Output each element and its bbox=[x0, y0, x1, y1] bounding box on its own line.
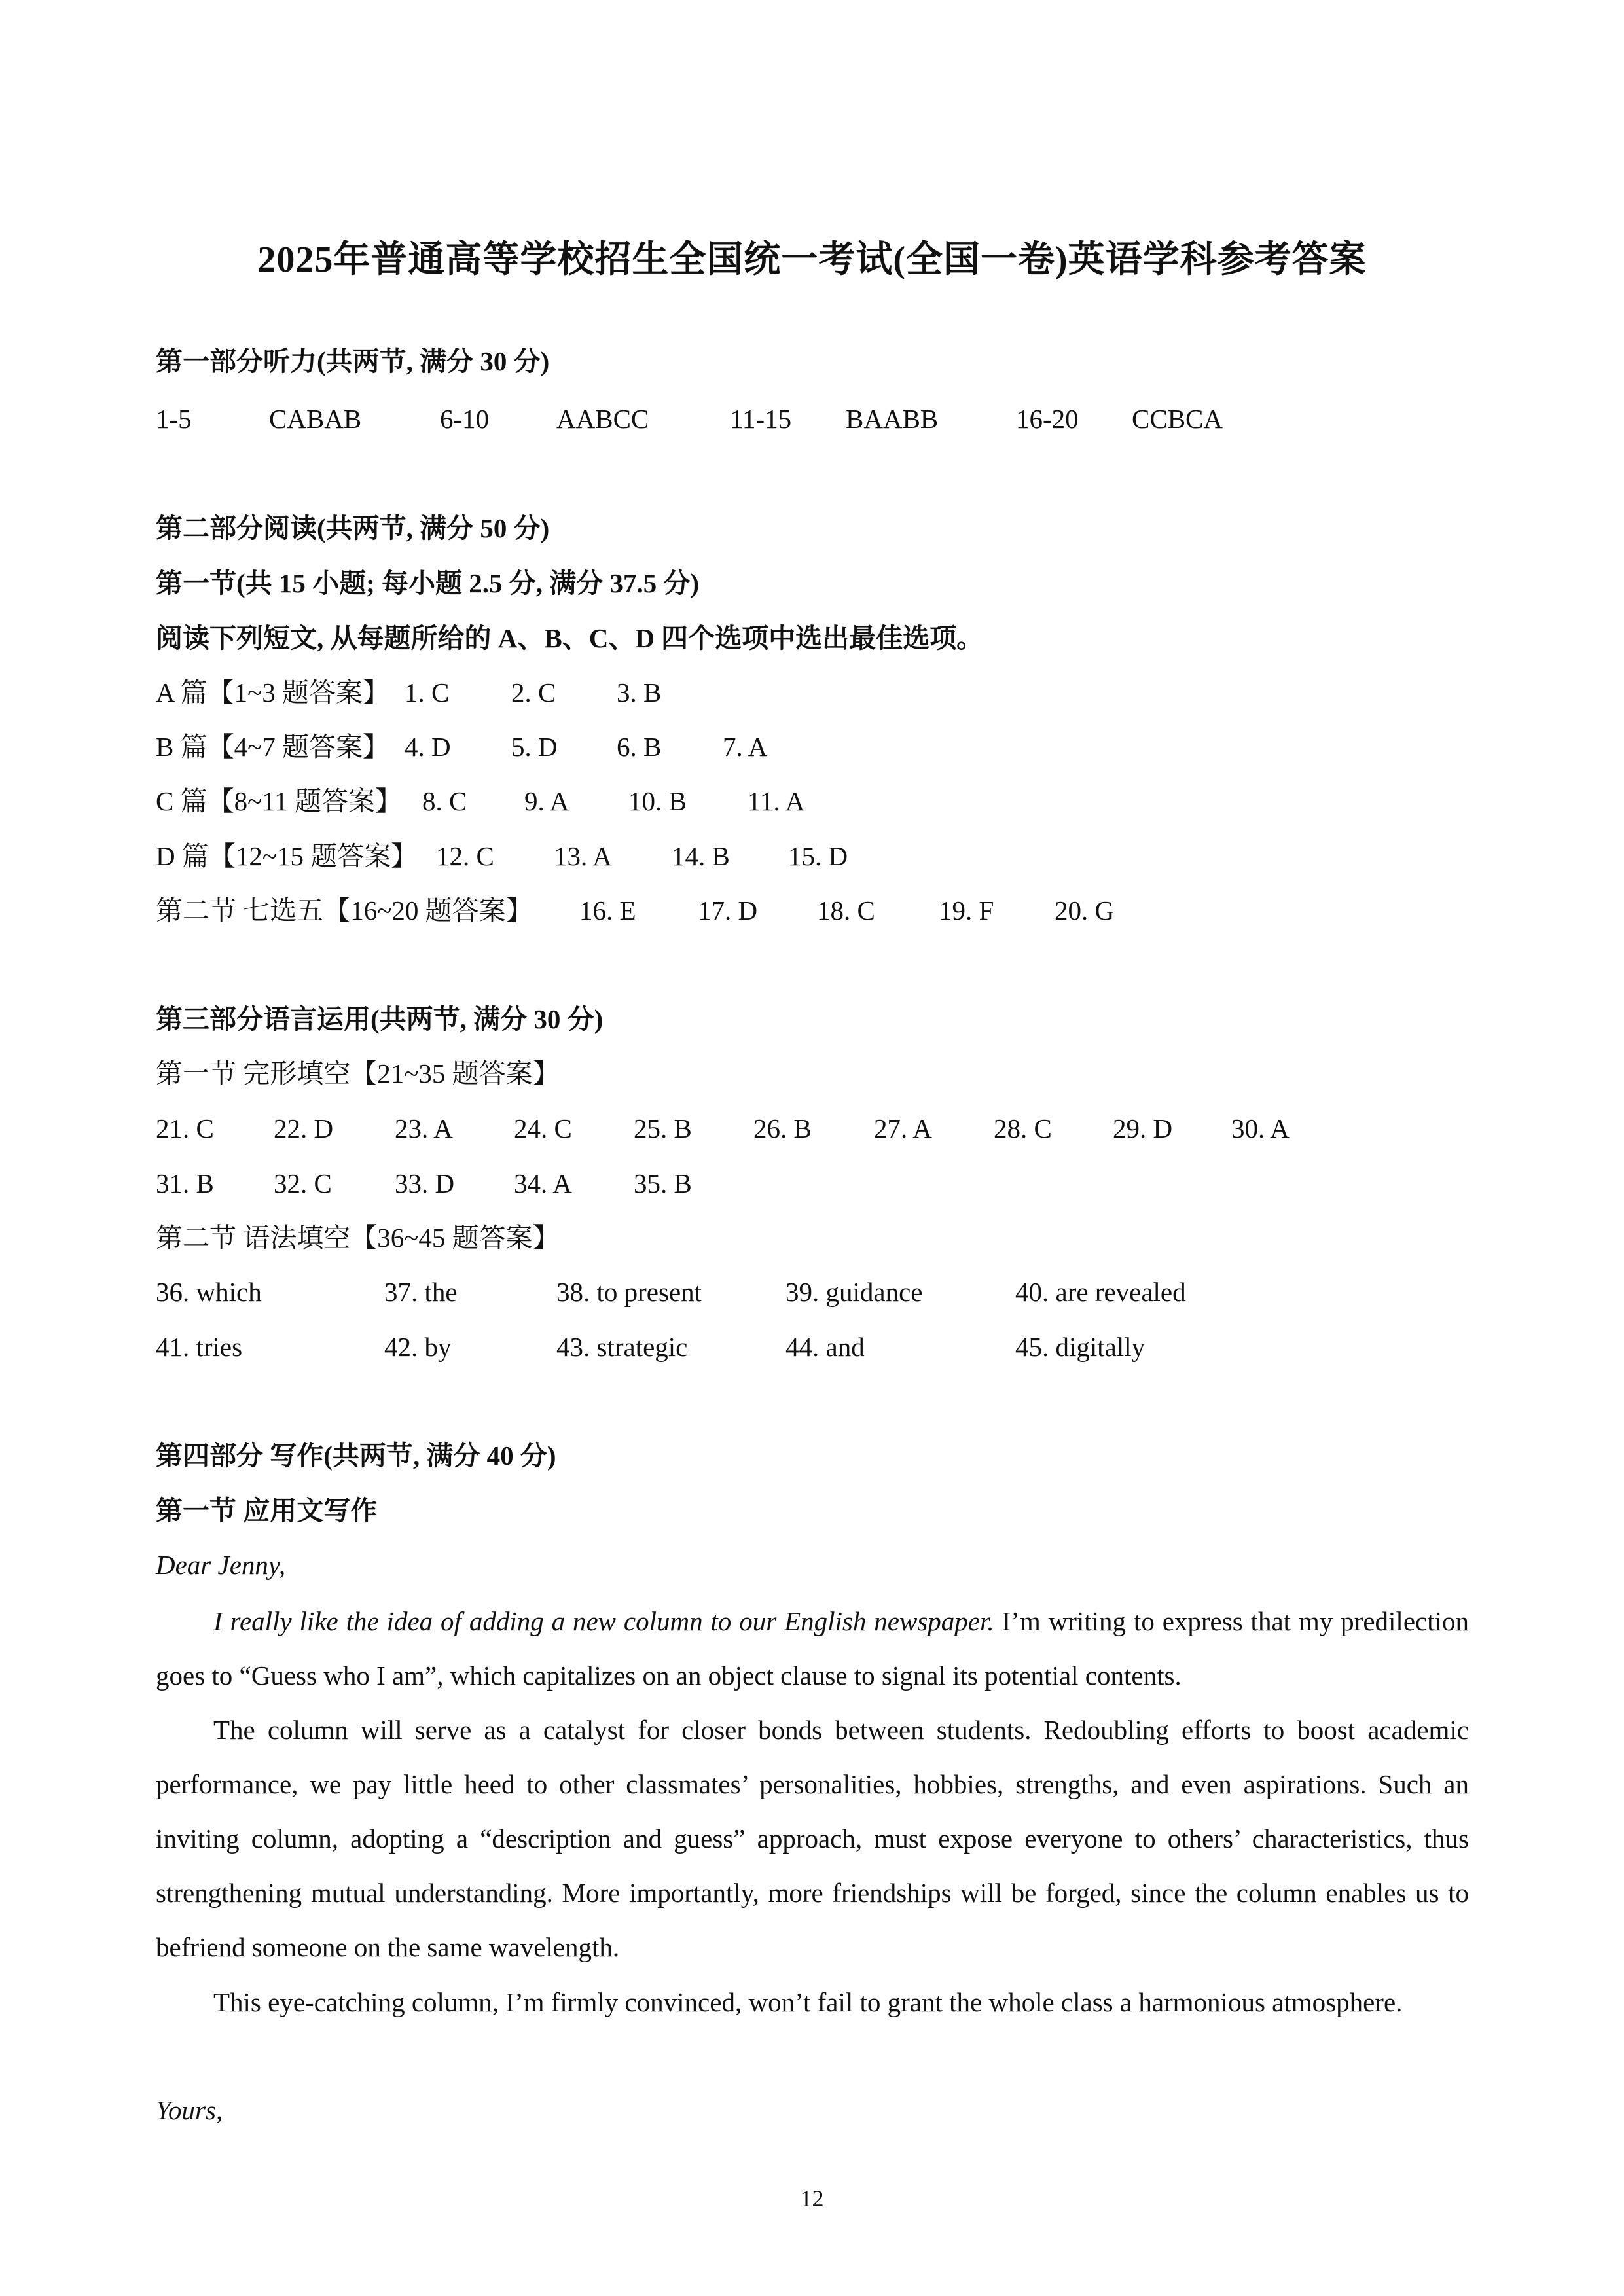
answer: 9. A bbox=[524, 786, 569, 816]
answer: 19. F bbox=[939, 895, 994, 925]
answer: 12. C bbox=[436, 841, 494, 871]
answer: 15. D bbox=[788, 841, 848, 871]
answer: 24. C bbox=[514, 1113, 572, 1143]
answer: 34. A bbox=[514, 1168, 572, 1198]
answer: 40. are revealed bbox=[1015, 1277, 1186, 1307]
paragraph-1-rest: I’m writing to express that my predilection goes to “Guess who I am”, which capitalizes on an object clause to signal its potential contents. bbox=[156, 1606, 1469, 1691]
passage-label: B 篇【4~7 题答案】 bbox=[156, 732, 390, 762]
answer: 21. C bbox=[156, 1113, 214, 1143]
answer: 45. digitally bbox=[1015, 1332, 1146, 1362]
answer: 36. which bbox=[156, 1277, 262, 1307]
answer: 20. G bbox=[1055, 895, 1115, 925]
part3-section1-heading: 第一节 完形填空【21~35 题答案】 bbox=[156, 1058, 560, 1088]
answer: 16. E bbox=[579, 895, 636, 925]
answer: 39. guidance bbox=[785, 1277, 923, 1307]
part1-heading: 第一部分听力(共两节, 满分 30 分) bbox=[156, 346, 550, 376]
part3-section2-heading: 第二节 语法填空【36~45 题答案】 bbox=[156, 1223, 560, 1253]
section-label: 第二节 七选五【16~20 题答案】 bbox=[156, 895, 533, 925]
passage-label: A 篇【1~3 题答案】 bbox=[156, 677, 390, 708]
answer: 41. tries bbox=[156, 1332, 243, 1362]
answer: 17. D bbox=[698, 895, 758, 925]
answer: 13. A bbox=[554, 841, 612, 871]
part2-heading: 第二部分阅读(共两节, 满分 50 分) bbox=[156, 513, 550, 543]
letter-paragraph-1 bbox=[156, 1594, 1469, 1703]
answer-range: 11-15 bbox=[730, 404, 792, 434]
answer-range: 16-20 bbox=[1016, 404, 1079, 434]
passage-label: D 篇【12~15 题答案】 bbox=[156, 841, 418, 871]
answer: 18. C bbox=[817, 895, 875, 925]
answer: 35. B bbox=[634, 1168, 692, 1198]
answer: 38. to present bbox=[556, 1277, 702, 1307]
answer: 28. C bbox=[994, 1113, 1052, 1143]
letter-paragraph-3: This eye-catching column, I’m firmly convinced, won’t fail to grant the whole class a harmonious atmosphere. bbox=[213, 1987, 1403, 2017]
letter-salutation: Dear Jenny, bbox=[156, 1550, 286, 1580]
answer-value: AABCC bbox=[556, 404, 649, 434]
answer: 3. B bbox=[617, 677, 662, 708]
answer: 30. A bbox=[1231, 1113, 1290, 1143]
answer: 8. C bbox=[422, 786, 467, 816]
answer: 27. A bbox=[874, 1113, 932, 1143]
answer: 6. B bbox=[617, 732, 662, 762]
answer: 29. D bbox=[1113, 1113, 1173, 1143]
answer: 22. D bbox=[274, 1113, 334, 1143]
answer-range: 6-10 bbox=[440, 404, 490, 434]
answer: 33. D bbox=[395, 1168, 455, 1198]
letter-paragraph-2: The column will serve as a catalyst for closer bonds between students. Redoubling efforts to boost academic performance, we pay little heed to other classmates’ personalities, hobbies, strengths, and even aspirations. Such an inviting column, adopting a “description and guess” approach, must expose everyone to others’ characteristics, thus strengthening mutual understanding. More importantly, more friendships will be forged, since the column enables us to befriend someone on the same wavelength. bbox=[156, 1715, 1469, 1962]
answer: 42. by bbox=[384, 1332, 452, 1362]
answer: 25. B bbox=[634, 1113, 692, 1143]
answer: 44. and bbox=[785, 1332, 865, 1362]
page-number: 12 bbox=[800, 2185, 824, 2212]
part2-instruction: 阅读下列短文, 从每题所给的 A、B、C、D 四个选项中选出最佳选项。 bbox=[156, 623, 984, 653]
answer: 37. the bbox=[384, 1277, 458, 1307]
part3-heading: 第三部分语言运用(共两节, 满分 30 分) bbox=[156, 1004, 604, 1034]
answer: 2. C bbox=[511, 677, 556, 708]
part2-section1-heading: 第一节(共 15 小题; 每小题 2.5 分, 满分 37.5 分) bbox=[156, 568, 700, 598]
letter-closing: Yours, bbox=[156, 2095, 223, 2125]
answer-value: CCBCA bbox=[1132, 404, 1223, 434]
answer-range: 1-5 bbox=[156, 404, 192, 434]
answer: 5. D bbox=[511, 732, 558, 762]
answer: 26. B bbox=[753, 1113, 812, 1143]
answer-value: BAABB bbox=[846, 404, 939, 434]
answer: 11. A bbox=[748, 786, 805, 816]
answer: 4. D bbox=[405, 732, 451, 762]
answer: 1. C bbox=[405, 677, 450, 708]
document-title: 2025年普通高等学校招生全国统一考试(全国一卷)英语学科参考答案 bbox=[257, 240, 1367, 280]
answer: 32. C bbox=[274, 1168, 332, 1198]
part4-section1-heading: 第一节 应用文写作 bbox=[156, 1496, 378, 1526]
answer: 31. B bbox=[156, 1168, 214, 1198]
paragraph-1-italic: I really like the idea of adding a new column to our English newspaper. bbox=[213, 1606, 994, 1636]
answer: 43. strategic bbox=[556, 1332, 688, 1362]
answer: 14. B bbox=[672, 841, 730, 871]
passage-label: C 篇【8~11 题答案】 bbox=[156, 786, 403, 816]
answer: 7. A bbox=[723, 732, 768, 762]
part4-heading: 第四部分 写作(共两节, 满分 40 分) bbox=[156, 1441, 556, 1471]
answer: 23. A bbox=[395, 1113, 453, 1143]
answer-value: CABAB bbox=[269, 404, 362, 434]
answer: 10. B bbox=[628, 786, 687, 816]
